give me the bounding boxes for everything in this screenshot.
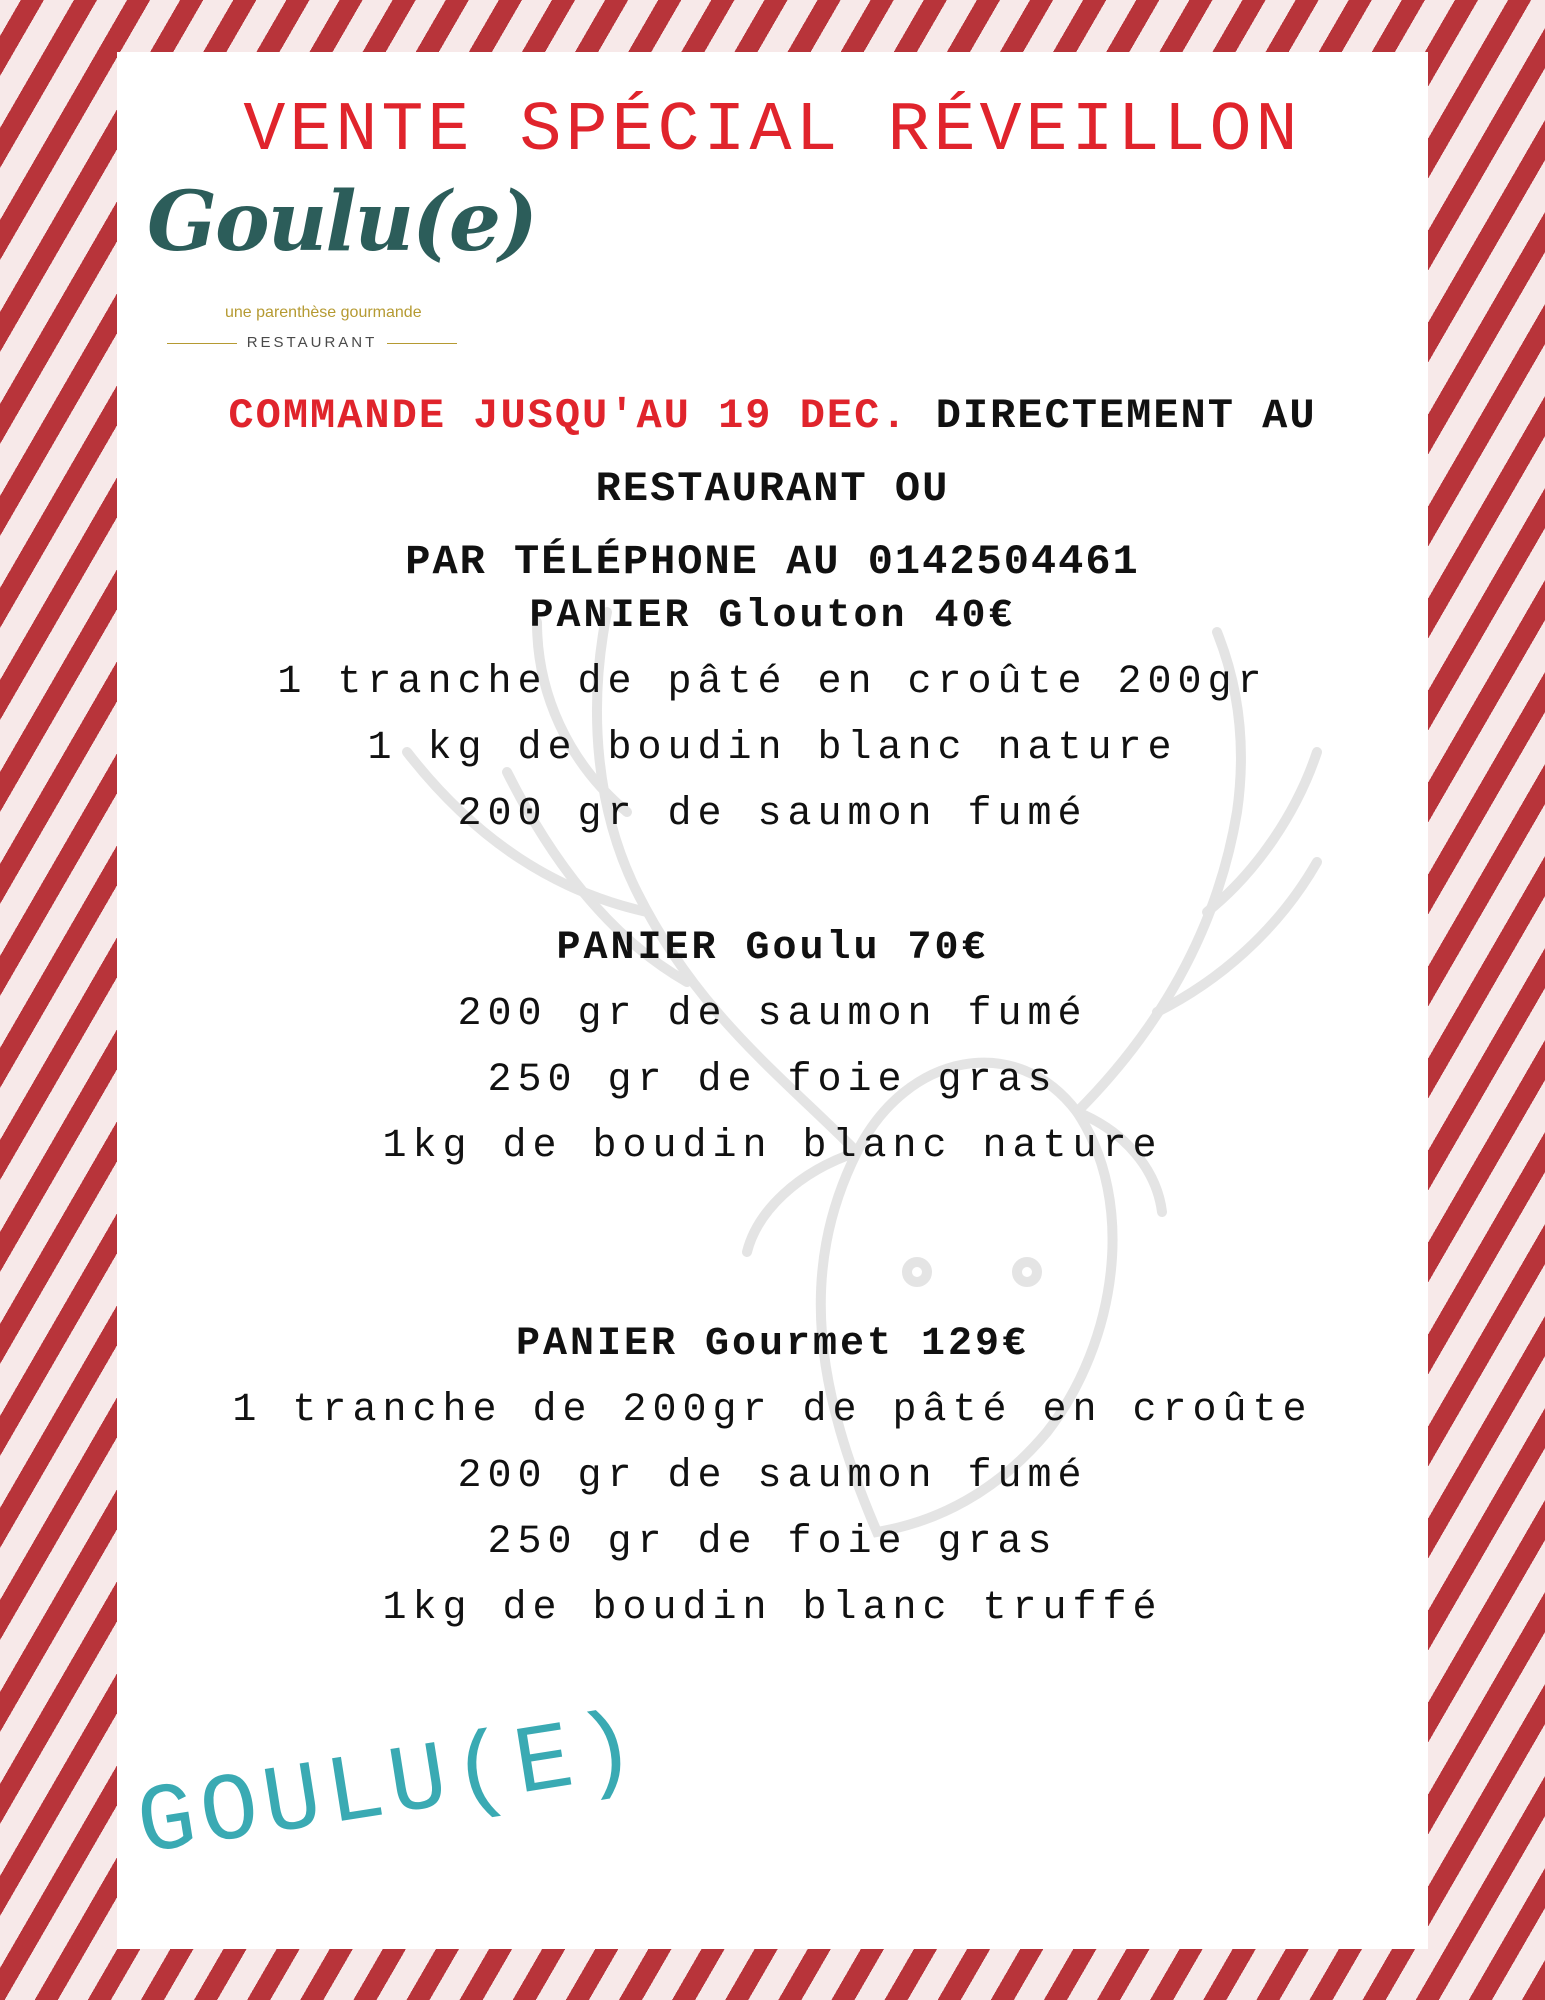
basket-item: 1kg de boudin blanc truffé xyxy=(382,1586,1163,1631)
flyer-sheet xyxy=(117,52,1428,1949)
basket-item: 1 tranche de pâté en croûte 200gr xyxy=(277,660,1268,705)
order-line-1-rest: DIRECTEMENT AU xyxy=(908,392,1317,440)
basket-item: 200 gr de saumon fumé xyxy=(457,992,1088,1037)
basket-item: 200 gr de saumon fumé xyxy=(457,792,1088,837)
basket-glouton xyxy=(117,584,1428,848)
basket-heading: PANIER Glouton 40€ xyxy=(529,594,1016,639)
basket-item: 1 kg de boudin blanc nature xyxy=(367,726,1178,771)
logo-wordmark: Goulu(e) xyxy=(147,174,536,270)
goulue-stamp: GOULU(E) xyxy=(129,1693,650,1881)
order-deadline: COMMANDE JUSQU'AU 19 DEC. xyxy=(228,392,909,440)
basket-item: 1 tranche de 200gr de pâté en croûte xyxy=(232,1388,1313,1433)
order-info xyxy=(117,380,1428,599)
basket-item: 250 gr de foie gras xyxy=(487,1520,1058,1565)
basket-item: 250 gr de foie gras xyxy=(487,1058,1058,1103)
order-line-2: RESTAURANT OU xyxy=(595,465,950,513)
basket-heading: PANIER Gourmet 129€ xyxy=(515,1322,1030,1367)
page-title: VENTE SPÉCIAL RÉVEILLON xyxy=(243,92,1302,171)
order-line-1 xyxy=(117,380,1428,453)
basket-item: 200 gr de saumon fumé xyxy=(457,1454,1088,1499)
restaurant-logo xyxy=(147,162,536,362)
order-line-3: PAR TÉLÉPHONE AU 0142504461 xyxy=(405,538,1140,586)
basket-item: 1kg de boudin blanc nature xyxy=(382,1124,1163,1169)
logo-tagline: une parenthèse gourmande xyxy=(225,304,422,321)
basket-heading: PANIER Goulu 70€ xyxy=(556,926,989,971)
basket-goulu xyxy=(117,916,1428,1180)
basket-gourmet xyxy=(117,1312,1428,1642)
logo-subtitle: RESTAURANT xyxy=(147,334,477,351)
